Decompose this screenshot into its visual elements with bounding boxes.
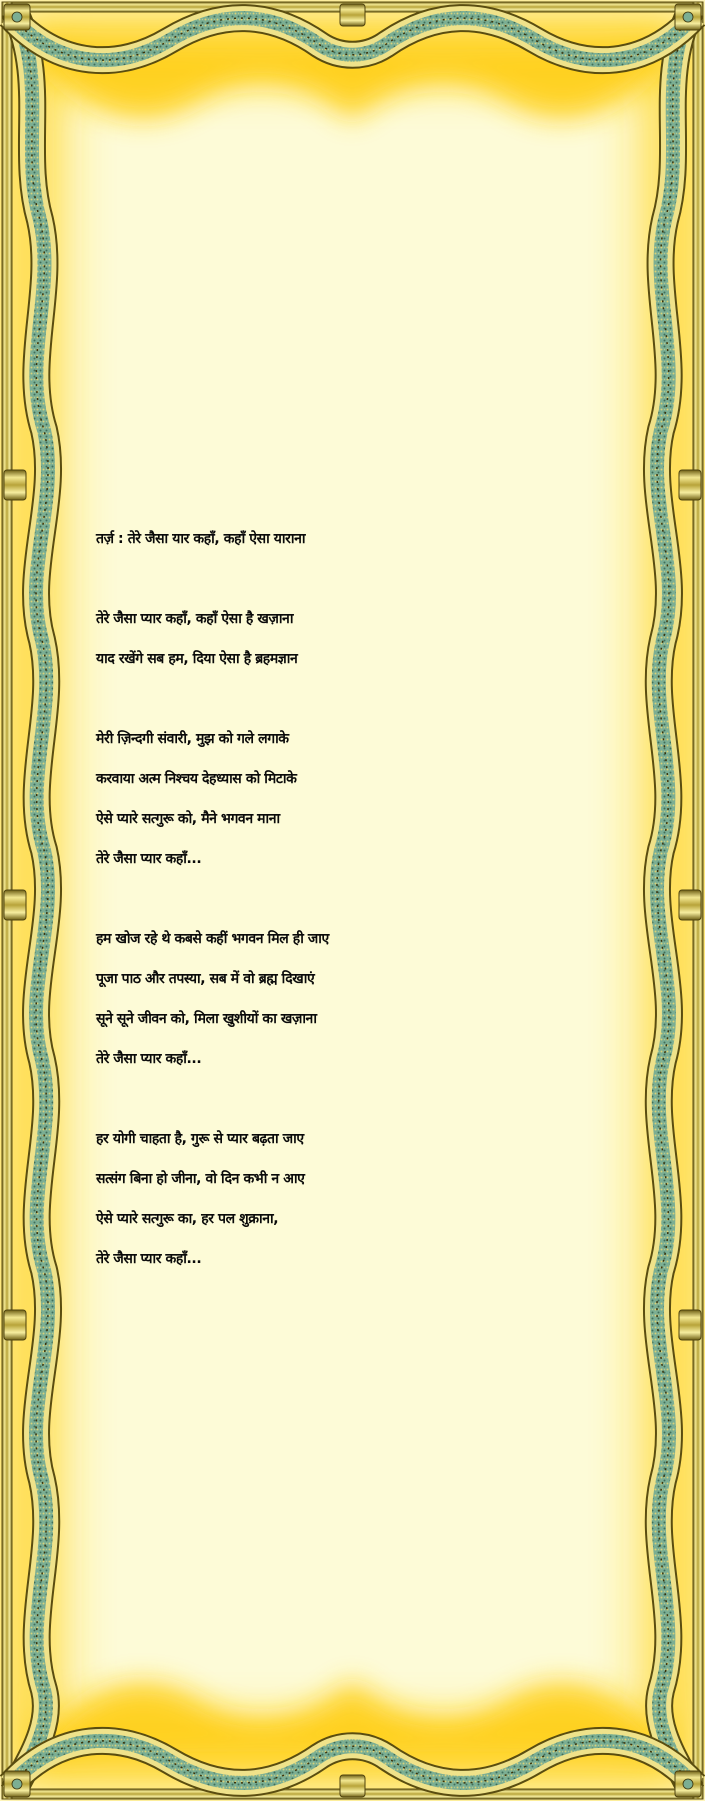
- poem-line: करवाया अत्म निश्चय देहध्यास को मिटाके: [96, 771, 297, 787]
- poem-line: सत्संग बिना हो जीना, वो दिन कभी न आए: [96, 1171, 305, 1187]
- poem-line: हम खोज रहे थे कबसे कहीं भगवन मिल ही जाए: [96, 931, 329, 947]
- poem-line: पूजा पाठ और तपस्या, सब में वो ब्रह्म दिखाएं: [96, 971, 315, 987]
- poem-line: तेरे जैसा प्यार कहाँ...: [96, 1051, 202, 1067]
- poem-line: हर योगी चाहता है, गुरू से प्यार बढ़ता जाए: [96, 1131, 304, 1147]
- stanza-4: [96, 1119, 676, 1279]
- poem-line: तेरे जैसा प्यार कहाँ, कहाँ ऐसा है खज़ाना: [96, 611, 294, 627]
- poem-line: याद रखेंगे सब हम, दिया ऐसा है ब्रहमज्ञान: [96, 651, 298, 667]
- poem-line: ऐसे प्यारे सत्गुरू का, हर पल शुक्राना,: [96, 1211, 279, 1227]
- stanza-2: [96, 719, 676, 879]
- stanza-3: [96, 919, 676, 1079]
- poem-line: मेरी ज़िन्दगी संवारी, मुझ को गले लगाके: [96, 731, 289, 747]
- poem-line: तेरे जैसा प्यार कहाँ...: [96, 851, 202, 867]
- tarz-line-block: [96, 519, 676, 559]
- tarz-line: तर्ज़ : तेरे जैसा यार कहाँ, कहाँ ऐसा याराना: [96, 531, 306, 547]
- poem-line: सूने सूने जीवन को, मिला खुशीयों का खज़ाना: [96, 1011, 317, 1027]
- poem-line: ऐसे प्यारे सत्गुरू को, मैने भगवन माना: [96, 811, 280, 827]
- poem-text: [96, 519, 676, 1319]
- stanza-1: [96, 599, 676, 679]
- poem-line: तेरे जैसा प्यार कहाँ...: [96, 1251, 202, 1267]
